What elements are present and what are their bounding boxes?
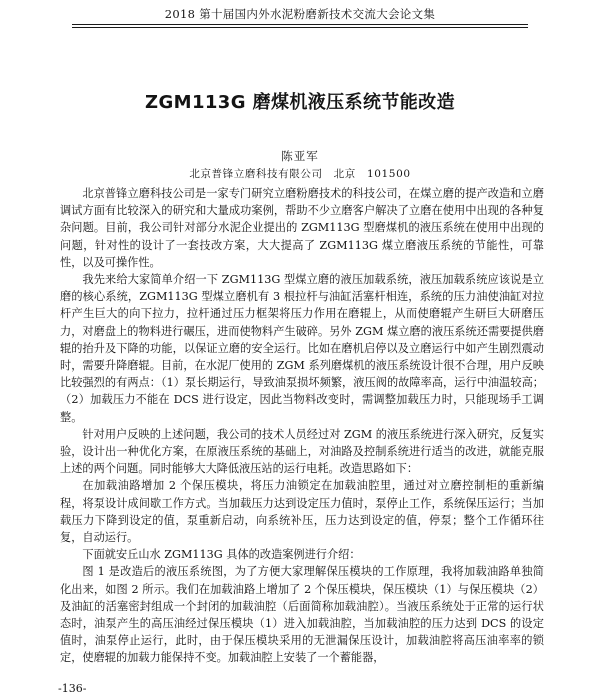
author-affiliation: 北京普锋立磨科技有限公司 北京 101500 xyxy=(189,168,411,180)
paragraph-intro: 北京普锋立磨科技公司是一家专门研究立磨粉磨技术的科技公司，在煤立磨的提产改造和立磨调试方面有比较深入的研究和大量成功案例，帮助不少立磨客户解决了立磨在使用中出现的各种复杂问题。目前，我公司针对部分水泥企业提出的 ZGM113G 型磨煤机的液压系统在使用中出现的问题，针对性的设计了一套技改方案，大大提高了 ZGM113G 煤立磨液压系统的节能性，可靠性，以及可操作性。 xyxy=(60,187,544,269)
running-header: 2018 第十届国内外水泥粉磨新技术交流大会论文集 xyxy=(164,7,436,21)
page-number: -136- xyxy=(58,682,87,695)
paragraph-solution: 针对用户反映的上述问题，我公司的技术人员经过对 ZGM 的液压系统进行深入研究，反复实验，设计出一种优化方案，在原液压系统的基础上，对油路及控制系统进行适当的改进，就能克服上述的两个问题。同时能够大大降低液压站的运行电耗。改造思路如下： xyxy=(60,427,544,476)
article-title: ZGM113G 磨煤机液压系统节能改造 xyxy=(145,92,455,113)
paragraph-case-intro: 下面就安丘山水 ZGM113G 具体的改造案例进行介绍： xyxy=(82,548,361,562)
paragraph-figure-description: 图 1 是改造后的液压系统图，为了方便大家理解保压模块的工作原理，我将加载油路单独简化出来，如图 2 所示。我们在加载油路上增加了 2 个保压模块，保压模块（1）与保压模块（2）及油缸的活塞密封组成一个封闭的加载油腔（后面简称加载油腔）。当液压系统处于正常的运行状态时，油泵产生的高压油经过保压模块（1）进入加载油腔，当加载油腔的压力达到 DCS 的设定值时，油泵停止运行，此时，由于保压模块采用的无泄漏保压设计，加载油腔将高压油率率的锁定，使磨辊的加载力能保持不变。加载油腔上安装了一个蓄能器， xyxy=(60,565,544,665)
article-body xyxy=(60,185,544,667)
header-rule-thin xyxy=(72,27,528,28)
author-name: 陈亚军 xyxy=(281,149,319,163)
paragraph-system-overview: 我先来给大家简单介绍一下 ZGM113G 型煤立磨的液压加载系统，液压加载系统应该说是立磨的核心系统，ZGM113G 型煤立磨机有 3 根拉杆与油缸活塞杆相连，系统的压力油使油缸对拉杆产生巨大的向下拉力，拉杆通过压力框架将压力作用在磨辊上，从而使磨辊产生研巨大研磨压力，对磨盘上的物料进行碾压，进而使物料产生破碎。另外 ZGM 煤立磨的液压系统还需要提供磨辊的抬升及下降的功能，以保证立磨的安全运行。比如在磨机启停以及立磨运行中如产生剧烈震动时，需要升降磨辊。目前，在水泥厂使用的 ZGM 系列磨煤机的液压系统设计很不合理，用户反映比较强烈的有两点：（1）泵长期运行，导致油泵损坏频繁，液压阀的故障率高，运行中油温较高；（2）加载压力不能在 DCS 进行设定，因此当物料改变时，需调整加载压力时，只能现场手工调整。 xyxy=(60,273,544,424)
paragraph-modification: 在加载油路增加 2 个保压模块，将压力油锁定在加载油腔里，通过对立磨控制柜的重新编程，将泵设计成间歇工作方式。当加载压力达到设定压力值时，泵停止工作，系统保压运行；当加载压力下降到设定的值，泵重新启动，向系统补压，压力达到设定的值，停泵；整个工作循环往复，自动运行。 xyxy=(60,479,544,545)
header-rule-thick xyxy=(72,24,528,25)
